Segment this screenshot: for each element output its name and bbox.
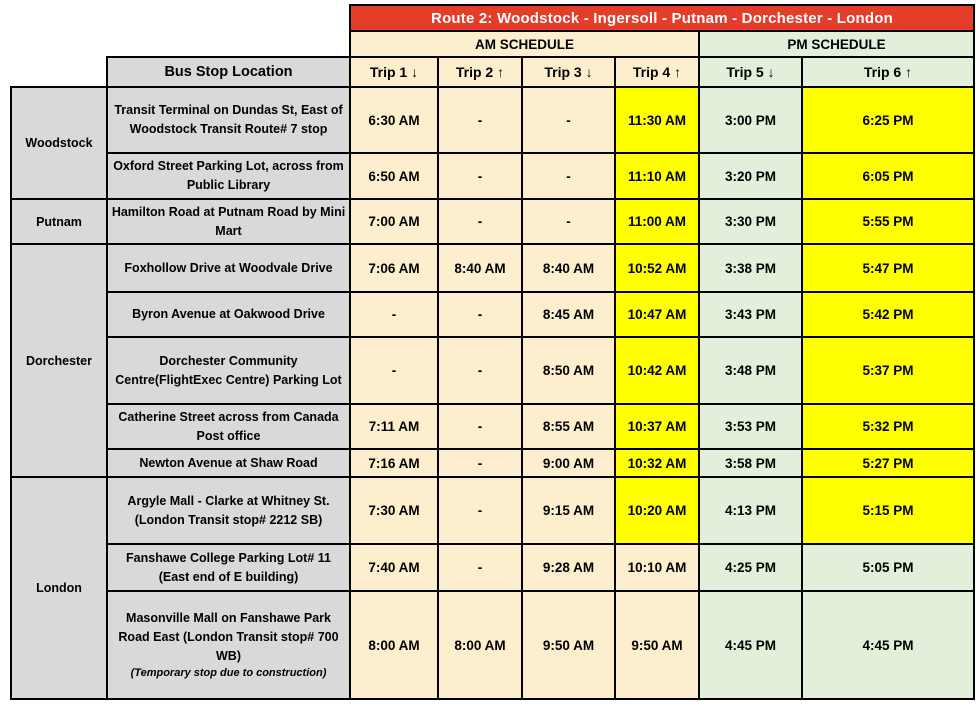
trip-2-header: Trip 2 ↑	[438, 57, 522, 87]
time-cell: -	[522, 87, 615, 153]
time-cell: -	[438, 337, 522, 404]
time-cell: -	[438, 477, 522, 544]
time-cell: 11:10 AM	[615, 153, 699, 199]
time-cell: 7:30 AM	[350, 477, 438, 544]
time-cell: -	[438, 292, 522, 337]
time-cell: 7:40 AM	[350, 544, 438, 591]
section-row	[11, 31, 974, 57]
schedule-row	[11, 87, 974, 153]
schedule-row	[11, 153, 974, 199]
stop-cell	[107, 404, 350, 449]
time-cell: 3:38 PM	[699, 244, 802, 292]
time-cell: 3:30 PM	[699, 199, 802, 244]
stop-name: Fanshawe College Parking Lot# 11 (East end of E building)	[126, 550, 331, 584]
city-cell: Putnam	[11, 199, 107, 244]
time-cell: 9:15 AM	[522, 477, 615, 544]
schedule-row	[11, 404, 974, 449]
stop-note: (Temporary stop due to construction)	[130, 666, 327, 679]
time-cell: 5:27 PM	[802, 449, 974, 477]
time-cell: 10:37 AM	[615, 404, 699, 449]
time-cell: -	[438, 449, 522, 477]
stop-cell	[107, 199, 350, 244]
city-cell: London	[11, 477, 107, 699]
stop-name: Masonville Mall on Fanshawe Park Road East (London Transit stop# 700 WB)	[118, 611, 339, 663]
time-cell: 5:15 PM	[802, 477, 974, 544]
stop-cell	[107, 544, 350, 591]
time-cell: 8:50 AM	[522, 337, 615, 404]
time-cell: 5:55 PM	[802, 199, 974, 244]
schedule-row	[11, 591, 974, 699]
time-cell: -	[438, 87, 522, 153]
time-cell: 7:16 AM	[350, 449, 438, 477]
stop-name: Argyle Mall - Clarke at Whitney St. (London Transit stop# 2212 SB)	[127, 493, 330, 527]
time-cell: 4:45 PM	[699, 591, 802, 699]
am-schedule-header: AM SCHEDULE	[350, 31, 699, 57]
time-cell: 10:52 AM	[615, 244, 699, 292]
trip-4-header: Trip 4 ↑	[615, 57, 699, 87]
schedule-row	[11, 544, 974, 591]
time-cell: 9:28 AM	[522, 544, 615, 591]
time-cell: 5:05 PM	[802, 544, 974, 591]
stop-cell	[107, 477, 350, 544]
schedule-row	[11, 477, 974, 544]
time-cell: 6:50 AM	[350, 153, 438, 199]
time-cell: 8:40 AM	[438, 244, 522, 292]
stop-name: Newton Avenue at Shaw Road	[139, 455, 318, 470]
header-row-spacer	[11, 57, 107, 87]
schedule-body	[11, 87, 974, 699]
time-cell: 3:48 PM	[699, 337, 802, 404]
time-cell: -	[522, 153, 615, 199]
schedule-table	[10, 4, 975, 700]
time-cell: -	[522, 199, 615, 244]
stop-name: Hamilton Road at Putnam Road by Mini Mart	[111, 204, 346, 238]
time-cell: 7:06 AM	[350, 244, 438, 292]
schedule-row	[11, 449, 974, 477]
bus-stop-location-header: Bus Stop Location	[107, 57, 350, 87]
time-cell: -	[350, 337, 438, 404]
time-cell: 3:58 PM	[699, 449, 802, 477]
time-cell: 5:32 PM	[802, 404, 974, 449]
column-header-row	[11, 57, 974, 87]
top-left-spacer	[11, 5, 350, 31]
time-cell: 5:47 PM	[802, 244, 974, 292]
time-cell: 7:00 AM	[350, 199, 438, 244]
time-cell: 5:37 PM	[802, 337, 974, 404]
stop-cell	[107, 337, 350, 404]
trip-5-header: Trip 5 ↓	[699, 57, 802, 87]
time-cell: 11:00 AM	[615, 199, 699, 244]
stop-name: Dorchester Community Centre(FlightExec Centre) Parking Lot	[115, 353, 342, 387]
time-cell: 9:50 AM	[615, 591, 699, 699]
time-cell: 9:50 AM	[522, 591, 615, 699]
schedule-row	[11, 244, 974, 292]
time-cell: -	[350, 292, 438, 337]
time-cell: 6:30 AM	[350, 87, 438, 153]
stop-name: Oxford Street Parking Lot, across from Public Library	[113, 159, 344, 192]
time-cell: 10:32 AM	[615, 449, 699, 477]
trip-1-header: Trip 1 ↓	[350, 57, 438, 87]
time-cell: 9:00 AM	[522, 449, 615, 477]
stop-cell	[107, 153, 350, 199]
stop-cell	[107, 244, 350, 292]
time-cell: -	[438, 199, 522, 244]
time-cell: 4:13 PM	[699, 477, 802, 544]
schedule-row	[11, 337, 974, 404]
pm-schedule-header: PM SCHEDULE	[699, 31, 974, 57]
time-cell: 3:43 PM	[699, 292, 802, 337]
trip-6-header: Trip 6 ↑	[802, 57, 974, 87]
stop-name: Transit Terminal on Dundas St, East of Woodstock Transit Route# 7 stop	[114, 103, 343, 136]
time-cell: 10:47 AM	[615, 292, 699, 337]
time-cell: 7:11 AM	[350, 404, 438, 449]
city-cell: Woodstock	[11, 87, 107, 199]
stop-name: Foxhollow Drive at Woodvale Drive	[124, 260, 333, 275]
time-cell: 3:00 PM	[699, 87, 802, 153]
time-cell: 3:53 PM	[699, 404, 802, 449]
time-cell: 8:55 AM	[522, 404, 615, 449]
schedule-row	[11, 292, 974, 337]
time-cell: 10:10 AM	[615, 544, 699, 591]
stop-cell	[107, 292, 350, 337]
time-cell: -	[438, 404, 522, 449]
schedule-row	[11, 199, 974, 244]
time-cell: -	[438, 153, 522, 199]
stop-name: Catherine Street across from Canada Post office	[118, 409, 339, 443]
time-cell: 8:00 AM	[350, 591, 438, 699]
time-cell: 10:20 AM	[615, 477, 699, 544]
trip-3-header: Trip 3 ↓	[522, 57, 615, 87]
time-cell: 6:05 PM	[802, 153, 974, 199]
time-cell: 4:25 PM	[699, 544, 802, 591]
section-row-spacer	[11, 31, 350, 57]
title-row	[11, 5, 974, 31]
stop-cell	[107, 591, 350, 699]
time-cell: 4:45 PM	[802, 591, 974, 699]
time-cell: 8:00 AM	[438, 591, 522, 699]
city-cell: Dorchester	[11, 244, 107, 477]
time-cell: 10:42 AM	[615, 337, 699, 404]
route-title: Route 2: Woodstock - Ingersoll - Putnam - Dorchester - London	[350, 5, 974, 31]
stop-cell	[107, 449, 350, 477]
time-cell: -	[438, 544, 522, 591]
time-cell: 8:45 AM	[522, 292, 615, 337]
stop-cell	[107, 87, 350, 153]
time-cell: 11:30 AM	[615, 87, 699, 153]
stop-name: Byron Avenue at Oakwood Drive	[132, 307, 325, 322]
time-cell: 3:20 PM	[699, 153, 802, 199]
time-cell: 8:40 AM	[522, 244, 615, 292]
time-cell: 6:25 PM	[802, 87, 974, 153]
time-cell: 5:42 PM	[802, 292, 974, 337]
